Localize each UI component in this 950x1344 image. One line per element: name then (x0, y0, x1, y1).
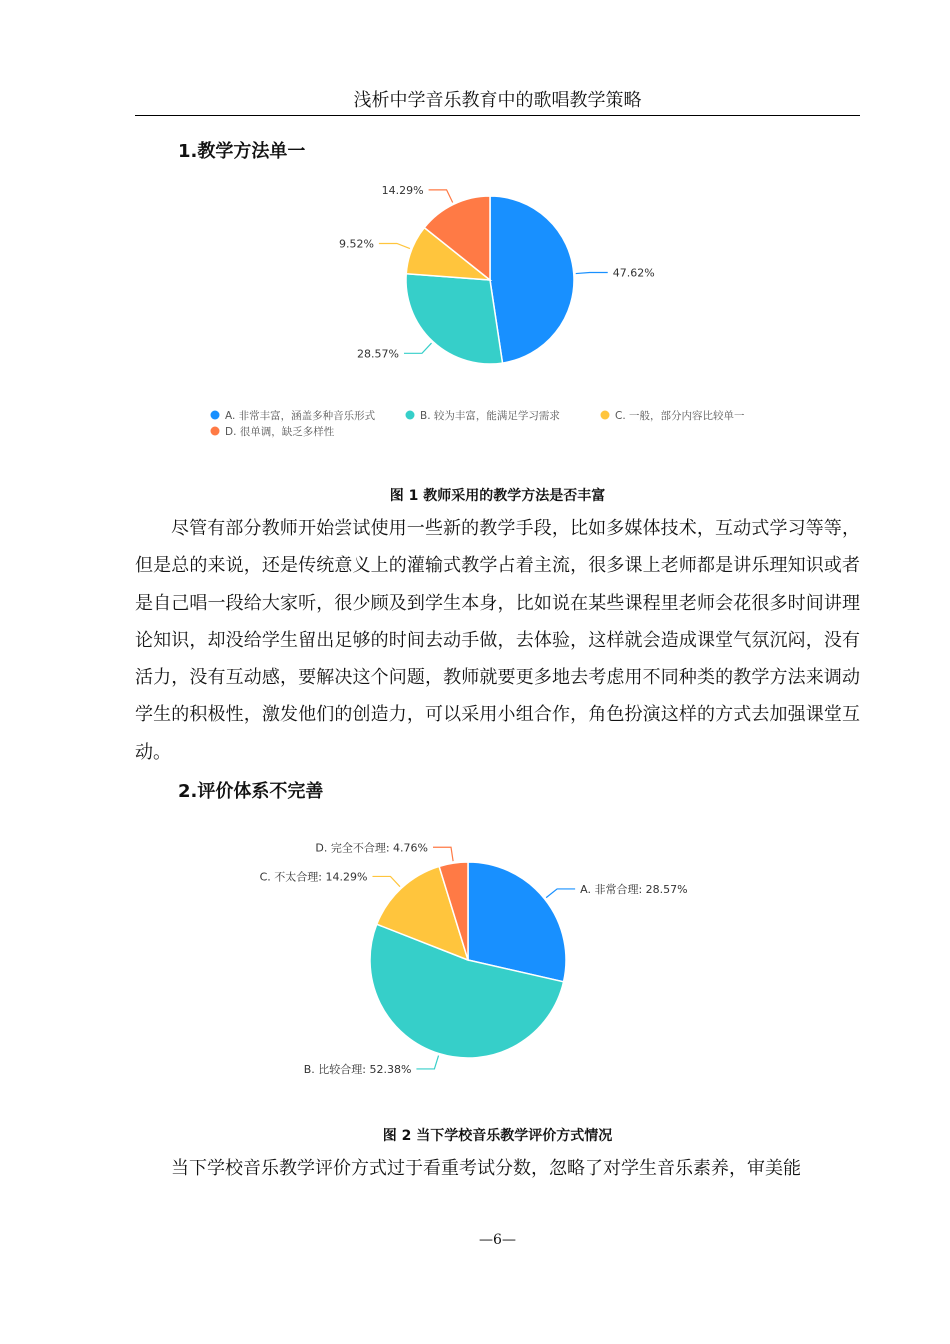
chart1-leader-0 (576, 273, 608, 274)
chart2-value-label-2: C. 不太合理: 14.29% (259, 870, 368, 884)
chart1-legend-label-3: D. 很单调，缺乏多样性 (225, 426, 335, 438)
chart1-legend-marker-3 (211, 427, 220, 436)
chart1-leader-2 (379, 243, 410, 248)
chart1-leader-1 (404, 343, 432, 353)
chart1-value-label-0: 47.62% (612, 266, 655, 280)
chart1-legend-marker-0 (211, 411, 220, 420)
chart2-value-label-3: D. 完全不合理: 4.76% (315, 841, 429, 855)
chart1-legend-label-1: B. 较为丰富，能满足学习需求 (420, 410, 560, 422)
page-number: —6— (479, 1232, 516, 1248)
chart2-leader-0 (546, 889, 575, 898)
chart1-value-label-3: 14.29% (381, 183, 424, 197)
chart1-slice-0 (490, 196, 574, 363)
body-paragraph-1: 尽管有部分教师开始尝试使用一些新的教学手段，比如多媒体技术，互动式学习等等，但是总的来说，还是传统意义上的灌输式教学占着主流，很多课上老师都是讲乐理知识或者是自己唱一段给大家听，很少顾及到学生本身，比如说在某些课程里老师会花很多时间讲理论知识，却没给学生留出足够的时间去动手做，去体验，这样就会造成课堂气氛沉闷，没有活力，没有互动感，要解决这个问题，教师就要更多地去考虑用不同种类的教学方法来调动学生的积极性，激发他们的创造力，可以采用小组合作，角色扮演这样的方式去加强课堂互动。 (135, 518, 860, 763)
section-heading-2: 2.评价体系不完善 (178, 781, 324, 802)
chart2-value-label-1: B. 比较合理: 52.38% (303, 1062, 412, 1076)
pie-chart-1 (135, 165, 860, 455)
chart1-value-label-2: 9.52% (338, 237, 374, 251)
chart1-legend-label-2: C. 一般，部分内容比较单一 (615, 410, 745, 422)
chart1-legend-label-0: A. 非常丰富，涵盖多种音乐形式 (225, 410, 376, 422)
chart1-value-label-1: 28.57% (357, 347, 399, 361)
chart2-leader-3 (433, 847, 453, 861)
chart1-leader-3 (429, 190, 453, 203)
chart1-legend-marker-1 (406, 411, 415, 420)
running-header: 浅析中学音乐教育中的歌唱教学策略 (353, 90, 642, 111)
header-rule (135, 115, 860, 116)
pie-chart-2 (135, 815, 860, 1105)
chart2-value-label-0: A. 非常合理: 28.57% (580, 882, 688, 896)
figure-2-caption: 图 2 当下学校音乐教学评价方式情况 (382, 1128, 613, 1144)
body-paragraph-2: 当下学校音乐教学评价方式过于看重考试分数，忽略了对学生音乐素养，审美能 (171, 1158, 801, 1179)
chart2-leader-2 (372, 876, 400, 886)
chart2-leader-1 (416, 1056, 438, 1069)
chart1-slice-1 (406, 274, 503, 364)
chart1-legend-marker-2 (601, 411, 610, 420)
figure-1-caption: 图 1 教师采用的教学方法是否丰富 (389, 488, 606, 504)
section-heading-1: 1.教学方法单一 (178, 141, 306, 162)
